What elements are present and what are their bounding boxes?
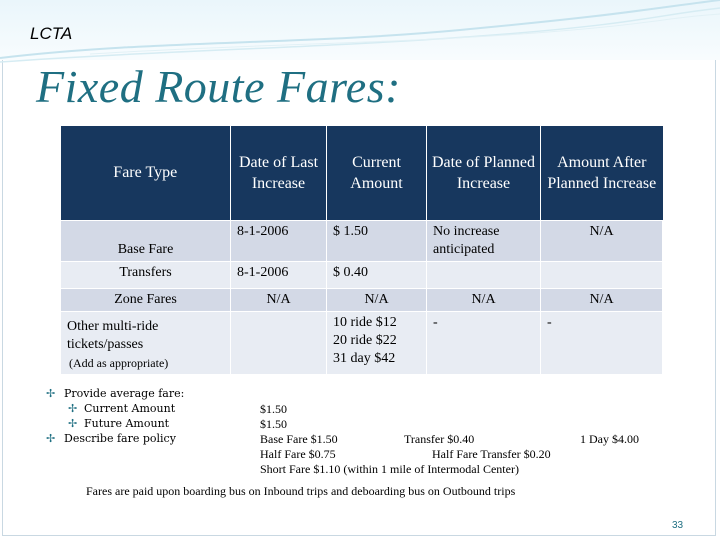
list-item [46, 401, 266, 416]
future-amount-label: Future Amount [84, 417, 170, 430]
last-increase-cell: 8-1-2006 [237, 223, 289, 239]
fare-type-cell: Transfers [119, 264, 172, 280]
header-current-amount: Current Amount [327, 126, 427, 220]
future-amount-value: $1.50 [260, 417, 287, 431]
half-fare-value: Half Fare $0.75 [260, 447, 336, 461]
transfer-value: Transfer $0.40 [404, 432, 475, 446]
describe-fare-policy-label: Describe fare policy [64, 432, 176, 445]
bullet-icon: ✢ [68, 417, 78, 430]
provide-average-fare-label: Provide average fare: [64, 387, 185, 400]
current-amount-cell: $ 0.40 [333, 264, 368, 280]
multi-ride-option: 10 ride $12 [333, 314, 397, 330]
table-row [61, 261, 663, 288]
half-fare-transfer-value: Half Fare Transfer $0.20 [432, 447, 551, 461]
last-increase-cell: 8-1-2006 [237, 264, 289, 280]
base-fare-value: Base Fare $1.50 [260, 432, 338, 446]
current-amount-cell: N/A [364, 291, 389, 307]
short-fare-value: Short Fare $1.10 (within 1 mile of Intermodal Center) [260, 462, 519, 476]
fare-type-cell: Base Fare [117, 241, 174, 257]
amount-after-cell: N/A [589, 223, 614, 239]
bullet-icon: ✢ [46, 387, 56, 400]
table-row [61, 220, 663, 261]
bullet-icon: ✢ [68, 402, 78, 415]
table-row [61, 288, 663, 311]
current-amount-label: Current Amount [84, 402, 176, 415]
bullet-icon: ✢ [46, 432, 56, 445]
current-amount-value: $1.50 [260, 402, 287, 416]
page-title: Fixed Route Fares: [36, 61, 401, 112]
page-number: 33 [672, 520, 684, 531]
multi-ride-option: 31 day $42 [333, 350, 396, 366]
header-date-planned-increase: Date of Planned Increase [427, 126, 541, 220]
list-item [46, 416, 266, 431]
header-fare-type: Fare Type [61, 126, 231, 220]
planned-increase-cell: - [433, 314, 438, 330]
header-date-last-increase: Date of Last Increase [231, 126, 327, 220]
fares-table [60, 126, 663, 375]
planned-increase-cell: N/A [471, 291, 496, 307]
fare-values [260, 402, 680, 477]
planned-increase-cell: No increase anticipated [433, 223, 500, 257]
day-pass-value: 1 Day $4.00 [580, 432, 639, 446]
fare-type-note: (Add as appropriate) [69, 355, 169, 370]
footnote: Fares are paid upon boarding bus on Inbound trips and deboarding bus on Outbound trips [86, 484, 516, 498]
amount-after-cell: - [547, 314, 552, 330]
notes-list [46, 386, 266, 446]
fare-type-cell: Other multi-ride tickets/passes [67, 318, 159, 352]
organization-label: LCTA [30, 24, 73, 43]
list-item [46, 431, 266, 446]
table-header-row [61, 126, 663, 220]
header-amount-after-increase: Amount After Planned Increase [541, 126, 663, 220]
fare-type-cell: Zone Fares [114, 291, 177, 307]
current-amount-cell: $ 1.50 [333, 223, 368, 239]
last-increase-cell: N/A [266, 291, 291, 307]
amount-after-cell: N/A [589, 291, 614, 307]
table-row [61, 311, 663, 374]
list-item [46, 386, 266, 401]
multi-ride-option: 20 ride $22 [333, 332, 397, 348]
